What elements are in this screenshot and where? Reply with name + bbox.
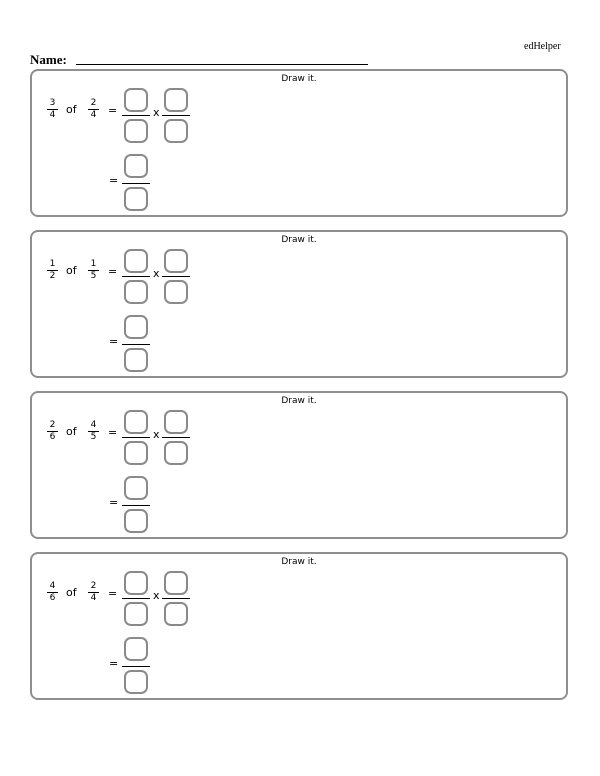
problem-panel-2 — [30, 230, 568, 378]
answer-denominator-box-2[interactable] — [164, 280, 188, 304]
times-label: x — [153, 106, 160, 119]
fraction-bar — [122, 115, 150, 116]
draw-it-label: Draw it. — [281, 396, 317, 406]
answer-denominator-box-1[interactable] — [124, 119, 148, 143]
times-label: x — [153, 589, 160, 602]
equals-label: = — [108, 426, 118, 439]
equals-label: = — [108, 587, 118, 600]
fraction-a — [47, 259, 58, 281]
fraction-b-numerator: 2 — [90, 98, 97, 108]
equals-label: = — [108, 265, 118, 278]
answer-denominator-box-2[interactable] — [164, 119, 188, 143]
fraction-b — [88, 581, 99, 603]
draw-it-label: Draw it. — [281, 235, 317, 245]
result-denominator-box[interactable] — [124, 348, 148, 372]
answer-denominator-box-1[interactable] — [124, 441, 148, 465]
result-numerator-box[interactable] — [124, 476, 148, 500]
equals-label: = — [109, 174, 119, 187]
fraction-b-denominator: 4 — [90, 593, 97, 603]
result-numerator-box[interactable] — [124, 637, 148, 661]
of-label: of — [66, 264, 77, 277]
equals-label: = — [108, 104, 118, 117]
equals-label: = — [109, 335, 119, 348]
fraction-bar — [122, 344, 150, 345]
fraction-a — [47, 98, 58, 120]
problem-panel-4 — [30, 552, 568, 700]
name-label: Name: — [30, 52, 67, 67]
fraction-b-denominator: 5 — [90, 271, 97, 281]
fraction-bar — [162, 598, 190, 599]
fraction-a-numerator: 3 — [49, 98, 56, 108]
times-label: x — [153, 428, 160, 441]
answer-numerator-box-2[interactable] — [164, 410, 188, 434]
fraction-b-numerator: 2 — [90, 581, 97, 591]
draw-it-label: Draw it. — [281, 74, 317, 84]
problem-panel-3 — [30, 391, 568, 539]
result-numerator-box[interactable] — [124, 154, 148, 178]
times-label: x — [153, 267, 160, 280]
fraction-b — [88, 259, 99, 281]
fraction-b-denominator: 5 — [90, 432, 97, 442]
fraction-a — [47, 420, 58, 442]
problem-panel-1 — [30, 69, 568, 217]
fraction-b — [88, 420, 99, 442]
fraction-bar — [122, 276, 150, 277]
fraction-a-denominator: 2 — [49, 271, 56, 281]
answer-numerator-box-2[interactable] — [164, 571, 188, 595]
fraction-b-numerator: 4 — [90, 420, 97, 430]
of-label: of — [66, 103, 77, 116]
of-label: of — [66, 586, 77, 599]
fraction-a-denominator: 6 — [49, 593, 56, 603]
name-input-line[interactable] — [76, 64, 368, 65]
fraction-a — [47, 581, 58, 603]
fraction-a-denominator: 6 — [49, 432, 56, 442]
fraction-bar — [122, 666, 150, 667]
fraction-b-denominator: 4 — [90, 110, 97, 120]
result-numerator-box[interactable] — [124, 315, 148, 339]
fraction-bar — [162, 115, 190, 116]
fraction-bar — [122, 505, 150, 506]
answer-numerator-box-2[interactable] — [164, 88, 188, 112]
equals-label: = — [109, 657, 119, 670]
fraction-b-numerator: 1 — [90, 259, 97, 269]
answer-denominator-box-1[interactable] — [124, 602, 148, 626]
result-denominator-box[interactable] — [124, 670, 148, 694]
fraction-bar — [122, 183, 150, 184]
fraction-bar — [162, 276, 190, 277]
result-denominator-box[interactable] — [124, 187, 148, 211]
equals-label: = — [109, 496, 119, 509]
result-denominator-box[interactable] — [124, 509, 148, 533]
fraction-a-numerator: 2 — [49, 420, 56, 430]
brand-label: edHelper — [524, 41, 561, 52]
draw-it-label: Draw it. — [281, 557, 317, 567]
answer-numerator-box-1[interactable] — [124, 410, 148, 434]
answer-numerator-box-1[interactable] — [124, 249, 148, 273]
fraction-bar — [122, 437, 150, 438]
fraction-a-numerator: 1 — [49, 259, 56, 269]
fraction-bar — [162, 437, 190, 438]
answer-numerator-box-1[interactable] — [124, 88, 148, 112]
answer-denominator-box-2[interactable] — [164, 441, 188, 465]
answer-numerator-box-2[interactable] — [164, 249, 188, 273]
fraction-bar — [122, 598, 150, 599]
fraction-b — [88, 98, 99, 120]
fraction-a-denominator: 4 — [49, 110, 56, 120]
of-label: of — [66, 425, 77, 438]
answer-denominator-box-2[interactable] — [164, 602, 188, 626]
fraction-a-numerator: 4 — [49, 581, 56, 591]
answer-numerator-box-1[interactable] — [124, 571, 148, 595]
answer-denominator-box-1[interactable] — [124, 280, 148, 304]
